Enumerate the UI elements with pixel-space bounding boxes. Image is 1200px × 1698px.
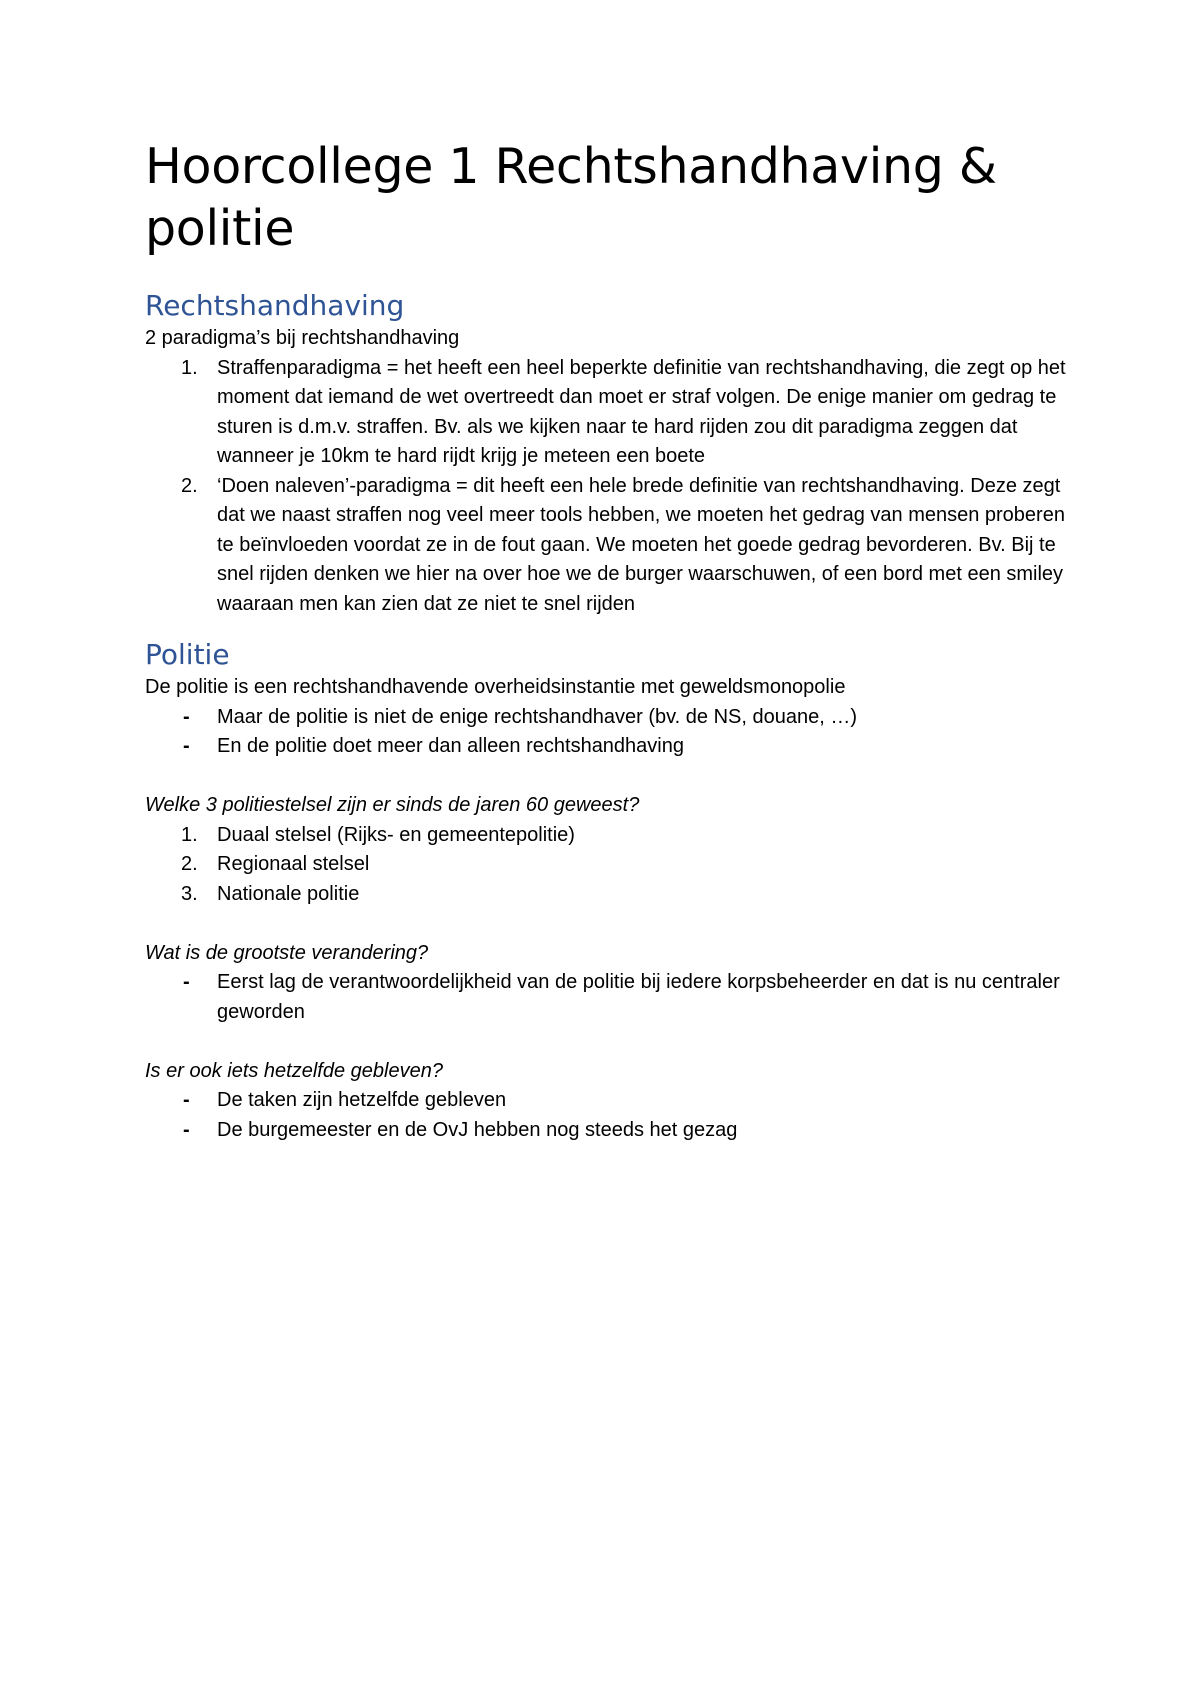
list-item-text: Maar de politie is niet de enige rechtshandhaver (bv. de NS, douane, …) (217, 705, 857, 728)
section-intro: 2 paradigma’s bij rechtshandhaving (145, 327, 460, 349)
list-item-text: Nationale politie (217, 882, 360, 905)
bullet-list (145, 703, 1080, 762)
list-marker: 1. (181, 823, 198, 846)
page-title: Hoorcollege 1 Rechtshandhaving & politie (145, 138, 997, 257)
list-marker: - (183, 1118, 190, 1141)
list-item-text: Duaal stelsel (Rijks- en gemeentepolitie) (217, 823, 575, 846)
list-item (145, 1116, 1080, 1146)
list-item (145, 354, 1080, 472)
section-heading-politie: Politie (145, 638, 230, 671)
list-item-text: Regionaal stelsel (217, 853, 370, 875)
list-marker: - (183, 971, 190, 993)
list-item-text: ‘Doen naleven’-paradigma = dit heeft een hele brede definitie van rechtshandhaving. Deze zegt dat we naast straffen nog veel meer tools hebben, we moeten het gedrag van mensen proberen te beïnvloeden voordat ze in de fout gaan. We moeten het goede gedrag bevorderen. Bv. Bij te snel rijden denken we hier na over hoe we de burger waarschuwen, of een bord met een smiley waaraan men kan zien dat ze niet te snel rijden (217, 474, 1065, 615)
section-intro: De politie is een rechtshandhavende overheidsinstantie met geweldsmonopolie (145, 676, 846, 698)
list-item-text: Straffenparadigma = het heeft een heel beperkte definitie van rechtshandhaving, die zegt op het moment dat iemand de wet overtreedt dan moet er straf volgen. De enige manier om gedrag te sturen is d.m.v. straffen. Bv. als we kijken naar te hard rijden zou dit paradigma zeggen dat wanneer je 10km te hard rijdt krijg je meteen een boete (217, 356, 1066, 467)
list-item (145, 472, 1080, 620)
list-item (145, 850, 1080, 880)
list-marker: - (183, 735, 190, 757)
list-item (145, 821, 1080, 851)
list-marker: - (183, 705, 190, 728)
question-heading: Wat is de grootste verandering? (145, 941, 429, 964)
list-marker: 1. (181, 356, 198, 379)
question-heading: Welke 3 politiestelsel zijn er sinds de jaren 60 geweest? (145, 794, 640, 816)
list-item-text: En de politie doet meer dan alleen rechtshandhaving (217, 735, 684, 757)
list-marker: 2. (181, 474, 198, 497)
list-item (145, 968, 1080, 1027)
numbered-list (145, 354, 1080, 620)
section-heading-rechtshandhaving: Rechtshandhaving (145, 289, 405, 322)
list-item (145, 880, 1080, 910)
list-item (145, 1086, 1080, 1116)
bullet-list (145, 968, 1080, 1027)
list-item (145, 732, 1080, 762)
numbered-list (145, 821, 1080, 910)
list-item-text: De taken zijn hetzelfde gebleven (217, 1089, 507, 1111)
list-item (145, 703, 1080, 733)
bullet-list (145, 1086, 1080, 1145)
list-marker: 3. (181, 882, 198, 905)
list-marker: 2. (181, 853, 198, 875)
list-item-text: Eerst lag de verantwoordelijkheid van de politie bij iedere korpsbeheerder en dat is nu centraler geworden (217, 971, 1060, 1023)
list-item-text: De burgemeester en de OvJ hebben nog steeds het gezag (217, 1118, 738, 1141)
list-marker: - (183, 1089, 190, 1111)
question-heading: Is er ook iets hetzelfde gebleven? (145, 1059, 443, 1082)
